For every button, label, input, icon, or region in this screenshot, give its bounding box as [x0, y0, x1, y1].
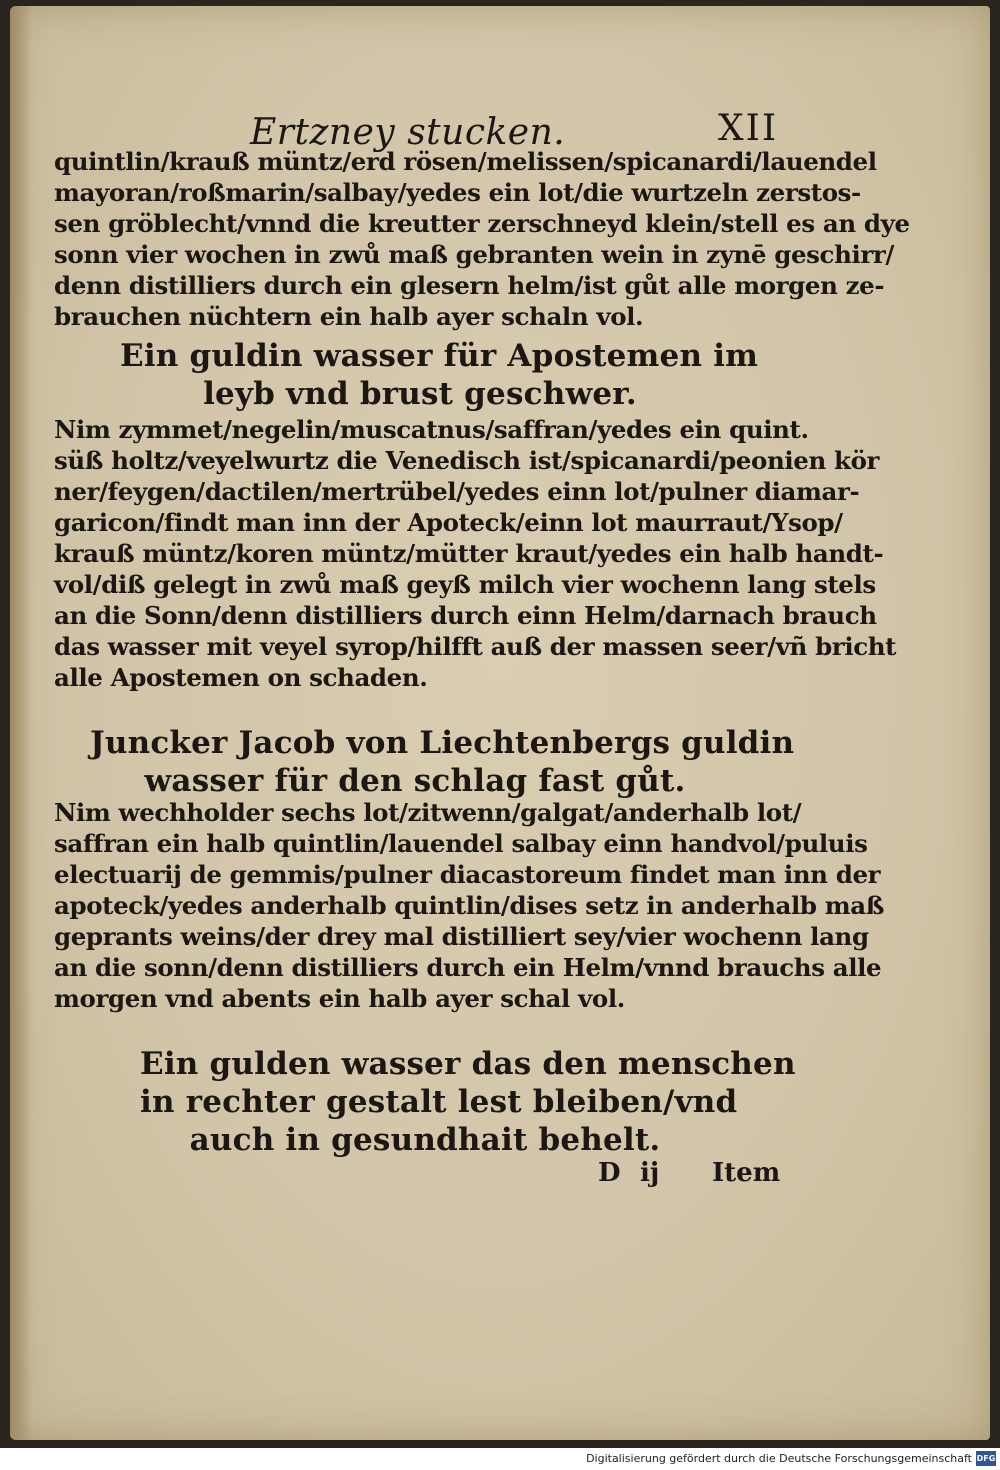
- heading-line: Juncker Jacob von Liechtenbergs guldin: [90, 725, 795, 761]
- text-line: süß holtz/veyelwurtz die Venedisch ist/spicanardi/peonien kör: [54, 446, 880, 475]
- footer-credit: Digitalisierung gefördert durch die Deutsche Forschungsgemeinschaft: [586, 1452, 972, 1465]
- text-line: morgen vnd abents ein halb ayer schal vol.: [54, 984, 625, 1013]
- text-line: ner/feygen/dactilen/mertrübel/yedes einn lot/pulner diamar-: [54, 477, 860, 506]
- dfg-logo-icon: DFG: [976, 1451, 996, 1466]
- text-line: an die sonn/denn distilliers durch ein Helm/vnnd brauchs alle: [54, 953, 882, 982]
- text-line: an die Sonn/denn distilliers durch einn Helm/darnach brauch: [54, 601, 877, 630]
- text-line: krauß müntz/koren müntz/mütter kraut/yedes ein halb handt-: [54, 539, 884, 568]
- signature-number: ij: [640, 1158, 660, 1188]
- text-line: vol/diß gelegt in zwů maß geyß milch vier wochenn lang stels: [54, 570, 876, 599]
- heading-line: Ein guldin wasser für Apostemen im: [120, 338, 759, 374]
- running-title: Ertzney stucken.: [250, 112, 566, 153]
- footer-bar: [0, 1448, 1000, 1470]
- text-line: alle Apostemen on schaden.: [54, 663, 428, 692]
- heading-line: auch in gesundhait behelt.: [189, 1122, 661, 1158]
- heading-line: Ein gulden wasser das den menschen: [140, 1046, 796, 1082]
- folio-number: XII: [718, 108, 779, 149]
- text-line: quintlin/krauß müntz/erd rösen/melissen/spicanardi/lauendel: [54, 147, 877, 176]
- text-line: garicon/findt man inn der Apoteck/einn lot maurraut/Ysop/: [54, 508, 843, 537]
- paragraph-3: [54, 797, 884, 1014]
- heading-1: [120, 337, 759, 413]
- heading-2: [90, 724, 795, 800]
- heading-line: wasser für den schlag fast gůt.: [144, 763, 686, 799]
- text-line: geprants weins/der drey mal distilliert sey/vier wochenn lang: [54, 922, 869, 951]
- text-line: electuarij de gemmis/pulner diacastoreum findet man inn der: [54, 860, 881, 889]
- text-line: apoteck/yedes anderhalb quintlin/dises setz in anderhalb maß: [54, 891, 884, 920]
- text-line: saffran ein halb quintlin/lauendel salbay einn handvol/puluis: [54, 829, 868, 858]
- page-gutter: [10, 6, 32, 1440]
- text-line: Nim wechholder sechs lot/zitwenn/galgat/anderhalb lot/: [54, 798, 802, 827]
- paragraph-1: [54, 146, 910, 332]
- text-line: sen gröblecht/vnnd die kreutter zerschneyd klein/stell es an dye: [54, 209, 910, 238]
- text-line: Nim zymmet/negelin/muscatnus/saffran/yedes ein quint.: [54, 415, 809, 444]
- heading-3: [140, 1045, 796, 1159]
- text-line: das wasser mit veyel syrop/hilfft auß der massen seer/vñ bricht: [54, 632, 897, 661]
- text-line: brauchen nüchtern ein halb ayer schaln vol.: [54, 302, 644, 331]
- signature-mark: D: [598, 1158, 621, 1188]
- catchword: Item: [712, 1158, 781, 1188]
- paragraph-2: [54, 414, 897, 693]
- text-line: sonn vier wochen in zwů maß gebranten wein in zynē geschirr/: [54, 240, 894, 269]
- text-line: mayoran/roßmarin/salbay/yedes ein lot/die wurtzeln zerstos-: [54, 178, 861, 207]
- text-line: denn distilliers durch ein glesern helm/ist gůt alle morgen ze-: [54, 271, 885, 300]
- heading-line: leyb vnd brust geschwer.: [203, 376, 637, 412]
- heading-line: in rechter gestalt lest bleiben/vnd: [140, 1084, 738, 1120]
